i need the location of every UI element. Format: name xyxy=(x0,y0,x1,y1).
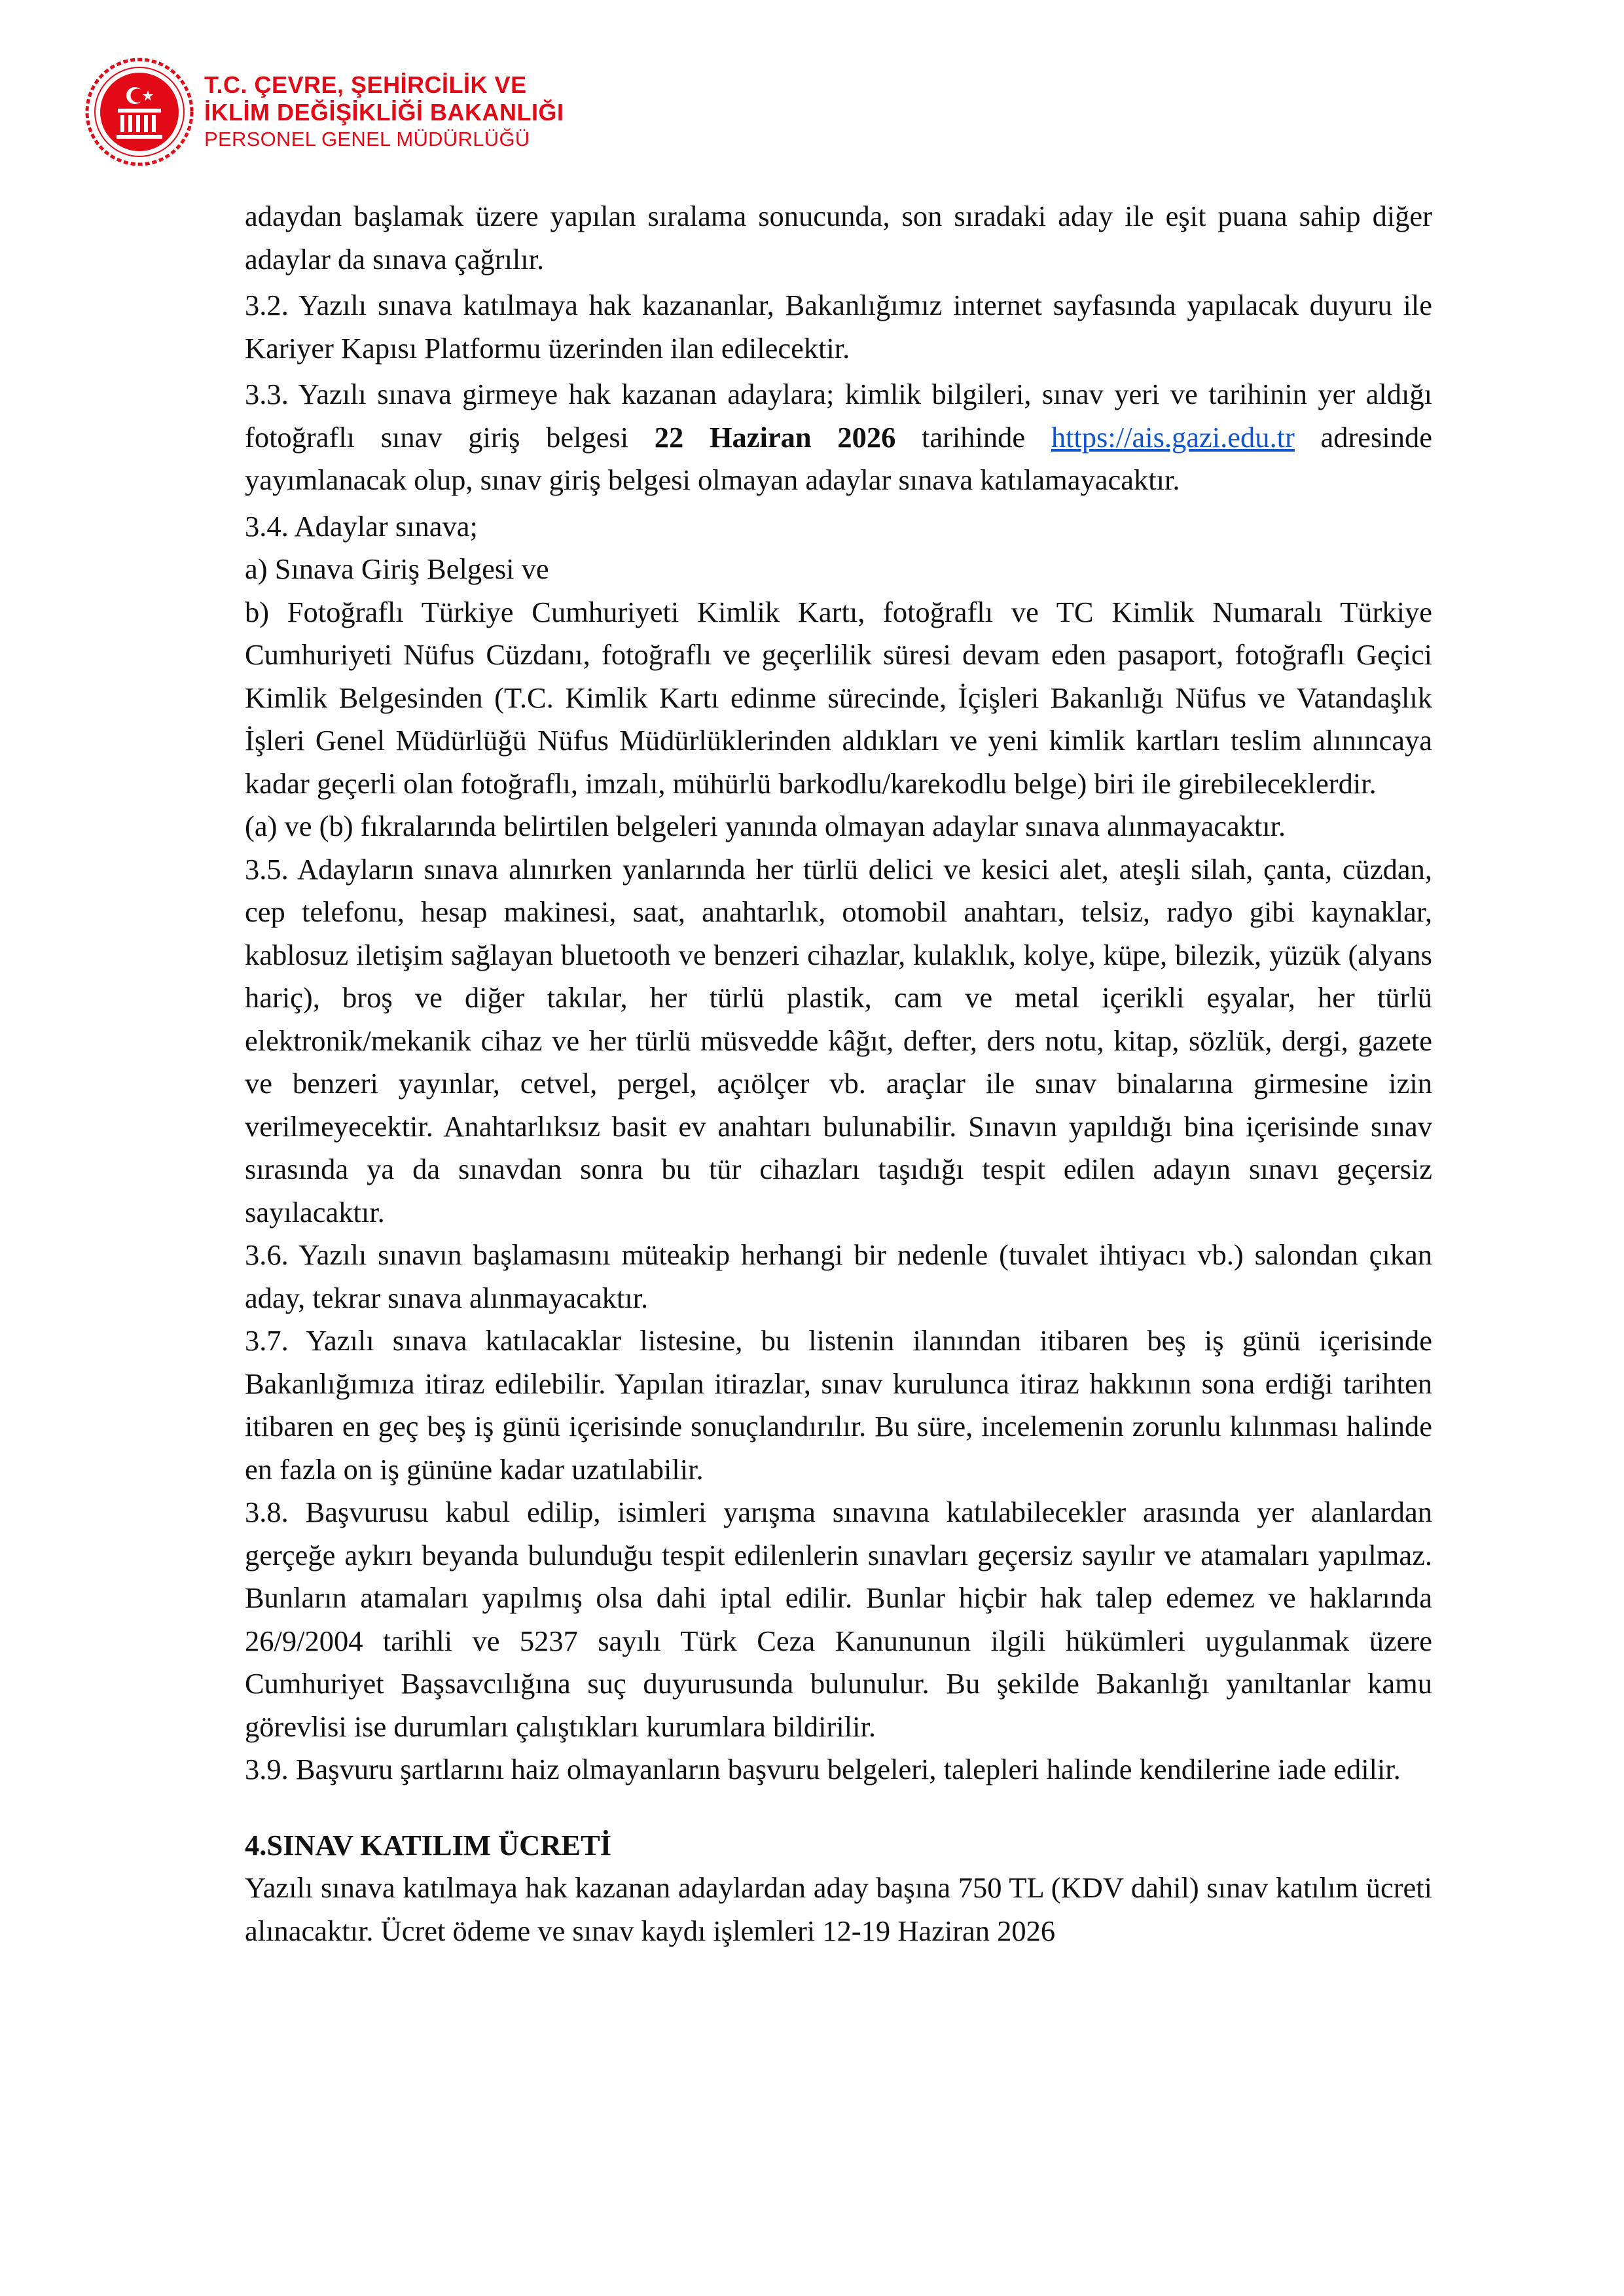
paragraph-3-2: 3.2. Yazılı sınava katılmaya hak kazananlar, Bakanlığımız internet sayfasında yapılacak duyuru ile Kariyer Kapısı Platformu üzerinden ilan edilecektir. xyxy=(245,289,1432,365)
paragraph-3-4-note: (a) ve (b) fıkralarında belirtilen belgeleri yanında olmayan adaylar sınava alınmayacaktır. xyxy=(245,810,1286,842)
paragraph-3-7: 3.7. Yazılı sınava katılacaklar listesine, bu listenin ilanından itibaren beş iş günü içerisinde Bakanlığımıza itiraz edilebilir. Yapılan itirazlar, sınav kurulunca itiraz hakkının sona erdiği tarihten itibaren en geç beş iş günü içerisinde sonuçlandırılır. Bu süre, incelemenin zorunlu kılınması halinde en fazla on iş gününe kadar uzatılabilir. xyxy=(245,1324,1432,1486)
ministry-seal-icon xyxy=(84,56,195,168)
ais-gazi-link[interactable]: https://ais.gazi.edu.tr xyxy=(1051,420,1295,454)
admission-date: 22 Haziran 2026 xyxy=(654,420,896,454)
paragraph-3-4-b: b) Fotoğraflı Türkiye Cumhuriyeti Kimlik Kartı, fotoğraflı ve TC Kimlik Numaralı Türkiye Cumhuriyeti Nüfus Cüzdanı, fotoğraflı ve geçerlilik süresi devam eden pasaport, fotoğraflı Geçici Kimlik Belgesinden (T.C. Kimlik Kartı edinme sürecinde, İçişleri Bakanlığı Nüfus ve Vatandaşlık İşleri Genel Müdürlüğü Nüfus Müdürlüklerinden aldıkları ve yeni kimlik kartları teslim alınıncaya kadar geçerli olan fotoğraflı, imzalı, mühürlü barkodlu/karekodlu belge) biri ile girebileceklerdir. xyxy=(245,595,1432,800)
organization-name xyxy=(204,71,564,152)
paragraph-3-3-text-c: adresinde yayımlanacak olup, sınav giriş belgesi olmayan adaylar sınava katılamayacaktır. xyxy=(245,420,1432,496)
paragraph-3-5: 3.5. Adayların sınava alınırken yanlarında her türlü delici ve kesici alet, ateşli silah, çanta, cüzdan, cep telefonu, hesap makinesi, saat, anahtarlık, otomobil anahtarı, telsiz, radyo gibi kaynaklar, kablosuz iletişim sağlayan bluetooth ve benzeri cihazlar, kulaklık, kolye, küpe, bilezik, yüzük (alyans hariç), broş ve diğer takılar, her türlü plastik, cam ve metal içerikli eşyalar, her türlü elektronik/mekanik cihaz ve her türlü müsvedde kâğıt, defter, ders notu, kitap, sözlük, dergi, gazete ve benzeri yayınlar, cetvel, pergel, açıölçer vb. araçlar ile sınav binalarına girmesine izin verilmeyecektir. Anahtarlıksız basit ev anahtarı bulunabilir. Sınavın yapıldığı bina içerisinde sınav sırasında ya da sınavdan sonra bu tür cihazları taşıdığı tespit edilen adayın sınavı geçersiz sayılacaktır. xyxy=(245,852,1432,1229)
paragraph-4: Yazılı sınava katılmaya hak kazanan adaylardan aday başına 750 TL (KDV dahil) sınav katılım ücreti alınacaktır. Ücret ödeme ve sınav kaydı işlemleri 12-19 Haziran 2026 xyxy=(245,1871,1432,1947)
paragraph-3-3-text-b: tarihinde xyxy=(895,420,1051,454)
paragraph-3-6: 3.6. Yazılı sınavın başlamasını müteakip herhangi bir nedenle (tuvalet ihtiyacı vb.) salondan çıkan aday, tekrar sınava alınmayacaktır. xyxy=(245,1238,1432,1314)
org-line-2: İKLİM DEĞİŞİKLİĞİ BAKANLIĞI xyxy=(204,99,564,126)
paragraph-continuation: adaydan başlamak üzere yapılan sıralama sonucunda, son sıradaki aday ile eşit puana sahip diğer adaylar da sınava çağrılır. xyxy=(245,200,1432,276)
org-line-1: T.C. ÇEVRE, ŞEHİRCİLİK VE xyxy=(204,71,527,98)
section-heading-4: 4.SINAV KATILIM ÜCRETİ xyxy=(245,1828,612,1861)
paragraph-3-4-a: a) Sınava Giriş Belgesi ve xyxy=(245,552,549,585)
paragraph-3-4: 3.4. Adaylar sınava; xyxy=(245,509,478,543)
paragraph-3-3-text-a: 3.3. Yazılı sınava girmeye hak kazanan adaylara; kimlik bilgileri, sınav yeri ve tarihinin yer aldığı fotoğraflı sınav giriş belgesi xyxy=(245,378,1432,454)
document-body xyxy=(245,195,1432,1952)
org-line-3: PERSONEL GENEL MÜDÜRLÜĞÜ xyxy=(204,128,530,151)
paragraph-3-3 xyxy=(245,373,1432,502)
letterhead xyxy=(84,56,564,168)
paragraph-3-9: 3.9. Başvuru şartlarını haiz olmayanların başvuru belgeleri, talepleri halinde kendilerine iade edilir. xyxy=(245,1753,1401,1785)
paragraph-3-8: 3.8. Başvurusu kabul edilip, isimleri yarışma sınavına katılabilecekler arasında yer alanlardan gerçeğe aykırı beyanda bulunduğu tespit edilenlerin sınavları geçersiz sayılır ve atamaları yapılmaz. Bunların atamaları yapılmış olsa dahi iptal edilir. Bunlar hiçbir hak talep edemez ve haklarında 26/9/2004 tarihli ve 5237 sayılı Türk Ceza Kanununun ilgili hükümleri uygulanmak üzere Cumhuriyet Başsavcılığına suç duyurusunda bulunulur. Bu şekilde Bakanlığı yanıltanlar kamu görevlisi ise durumları çalıştıkları kurumlara bildirilir. xyxy=(245,1496,1432,1743)
